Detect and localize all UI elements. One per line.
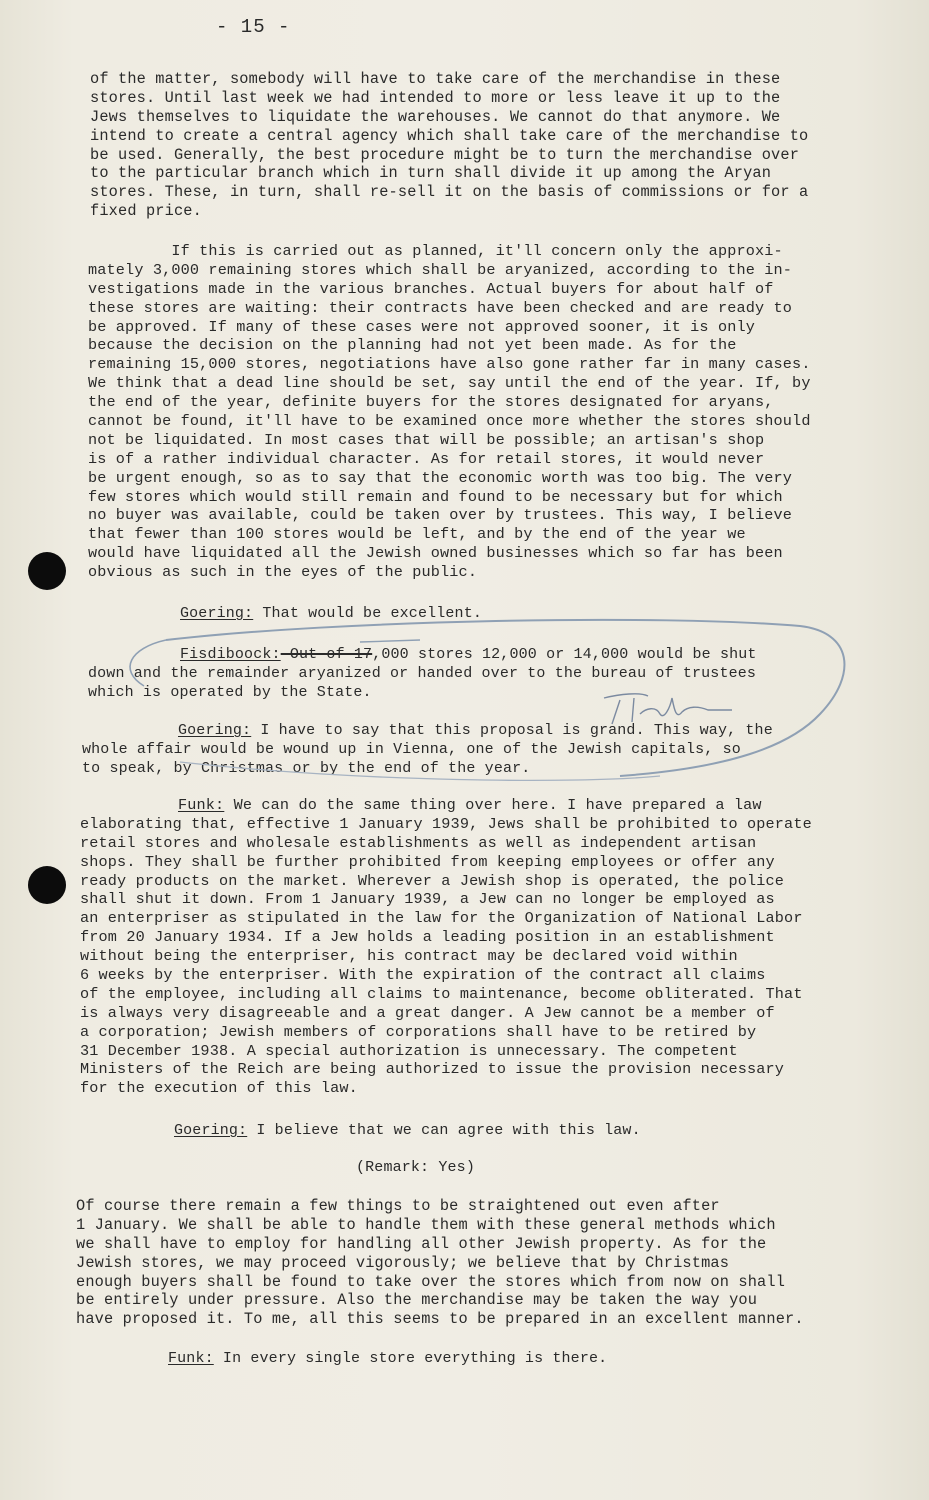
paragraph-1 [90,70,808,221]
paragraph-1-line: intend to create a central agency which shall take care of the merchandise to [90,126,809,145]
paragraph-2-line: remaining 15,000 stores, negotiations have also gone rather far in many cases. [88,355,811,374]
funk-line: shops. They shall be further prohibited from keeping employees or offer any [80,852,775,871]
paragraph-2-line: that fewer than 100 stores would be left, and by the end of the year we [88,525,746,544]
paragraph-1-line: to the particular branch which in turn shall divide it up among the Aryan [90,164,772,183]
statement-text: ,000 stores 12,000 or 14,000 would be shut [372,646,757,663]
paragraph-1-line: of the matter, somebody will have to take care of the merchandise in these [90,70,781,88]
funk-line: Ministers of the Reich are being authorized to issue the provision necessary [80,1060,785,1079]
goering-reply-1 [180,605,482,624]
paragraph-2-line: obvious as such in the eyes of the public. [88,563,478,582]
paragraph-1-line: Jews themselves to liquidate the warehouses. We cannot do that anymore. We [90,107,781,126]
paragraph-2-line: is of a rather individual character. As for retail stores, it would never [88,449,765,468]
paragraph-3-line: we shall have to employ for handling all other Jewish property. As for the [76,1234,767,1253]
goering-2-line: whole affair would be wound up in Vienna, one of the Jewish capitals, so [82,740,741,758]
statement-text: In every single store everything is there. [213,1350,608,1367]
funk-line: of the employee, including all claims to maintenance, become obliterated. That [80,984,803,1003]
paragraph-2 [88,242,811,582]
funk-line: for the execution of this law. [80,1079,358,1098]
paragraph-2-line: these stores are waiting: their contracts have been checked and are ready to [88,298,793,317]
funk-line: without being the enterpriser, his contract may be declared void within [80,947,738,966]
paragraph-2-line: If this is carried out as planned, it'll concern only the approxi- [88,242,783,260]
paragraph-3-line: be entirely under pressure. Also the merchandise may be taken the way you [76,1291,758,1310]
paragraph-3-line: Of course there remain a few things to be straightened out even after [76,1197,720,1215]
paragraph-1-line: be used. Generally, the best procedure might be to turn the merchandise over [90,145,800,164]
remark: (Remark: Yes) [356,1159,475,1176]
fischboeck-statement [88,646,757,703]
goering-2-line: to speak, by Christmas or by the end of the year. [82,759,531,777]
funk-line: an enterpriser as stipulated in the law for the Organization of National Labor [80,909,803,928]
fischboeck-line: down and the remainder aryanized or handed over to the bureau of trustees [88,664,757,682]
paragraph-2-line: the end of the year, definite buyers for the stores designated for aryans, [88,393,774,412]
speaker-label: Funk: [178,796,225,814]
funk-line: a corporation; Jewish members of corporations shall have to be retired by [80,1022,757,1041]
punch-hole-upper [28,552,66,590]
statement-text: We can do the same thing over here. I have prepared a law [224,796,762,814]
funk-line: 31 December 1938. A special authorization is unnecessary. The competent [80,1041,738,1060]
goering-reply-3 [174,1122,641,1141]
funk-line: elaborating that, effective 1 January 1939, Jews shall be prohibited to operate [80,814,812,833]
paragraph-2-line: mately 3,000 remaining stores which shall be aryanized, according to the in- [88,260,793,279]
paragraph-3-line: Jewish stores, we may proceed vigorously; we believe that by Christmas [76,1253,730,1272]
funk-reply [168,1350,607,1369]
funk-line: from 20 January 1934. If a Jew holds a leading position in an establishment [80,928,775,947]
speaker-label: Goering: [180,605,254,622]
paragraph-2-line: We think that a dead line should be set, say until the end of the year. If, by [88,374,811,393]
paragraph-3-line: 1 January. We shall be able to handle them with these general methods which [76,1215,776,1234]
speaker-label: Funk: [168,1350,214,1367]
funk-line: shall shut it down. From 1 January 1939, a Jew can no longer be employed as [80,890,775,909]
statement-text: That would be excellent. [253,605,483,622]
funk-line: 6 weeks by the enterpriser. With the expiration of the contract all claims [80,966,766,985]
funk-statement [80,796,812,1098]
paragraph-2-line: not be liquidated. In most cases that will be possible; an artisan's shop [88,430,765,449]
paragraph-1-line: stores. Until last week we had intended to more or less leave it up to the [90,88,781,107]
struck-text: Out of 17 [280,646,373,663]
paragraph-2-line: would have liquidated all the Jewish owned businesses which so far has been [88,544,783,563]
paragraph-2-line: few stores which would still remain and found to be necessary but for which [88,487,783,506]
funk-line: is always very disagreeable and a great danger. A Jew cannot be a member of [80,1003,775,1022]
punch-hole-lower [28,866,66,904]
paragraph-1-line: stores. These, in turn, shall re-sell it on the basis of commissions or for a [90,183,809,202]
statement-text: I have to say that this proposal is grand. This way, the [251,722,773,739]
speaker-label: Fisdiboock: [180,646,281,663]
paragraph-2-line: because the decision on the planning had not yet been made. As for the [88,336,737,355]
goering-reply-2 [82,722,773,779]
page-number: - 15 - [216,16,291,38]
paragraph-2-line: be approved. If many of these cases were not approved sooner, it is only [88,317,756,336]
statement-text: I believe that we can agree with this law. [247,1122,641,1139]
paragraph-3-line: have proposed it. To me, all this seems to be prepared in an excellent manner. [76,1310,804,1329]
paragraph-2-line: be urgent enough, so as to say that the economic worth was too big. The very [88,468,793,487]
paragraph-1-line: fixed price. [90,202,202,221]
paragraph-2-line: no buyer was available, could be taken over by trustees. This way, I believe [88,506,793,525]
funk-line: retail stores and wholesale establishments as well as independent artisan [80,833,757,852]
paragraph-3 [76,1197,804,1329]
paragraph-3-line: enough buyers shall be found to take over the stores which from now on shall [76,1272,786,1291]
paragraph-2-line: cannot be found, it'll have to be examined once more whether the stores should [88,412,811,431]
annotation-underline [360,640,420,642]
speaker-label: Goering: [174,1122,248,1139]
funk-line: ready products on the market. Wherever a Jewish shop is operated, the police [80,871,785,890]
speaker-label: Goering: [178,722,252,739]
paragraph-2-line: vestigations made in the various branches. Actual buyers for about half of [88,279,774,298]
fischboeck-line: which is operated by the State. [88,683,372,701]
